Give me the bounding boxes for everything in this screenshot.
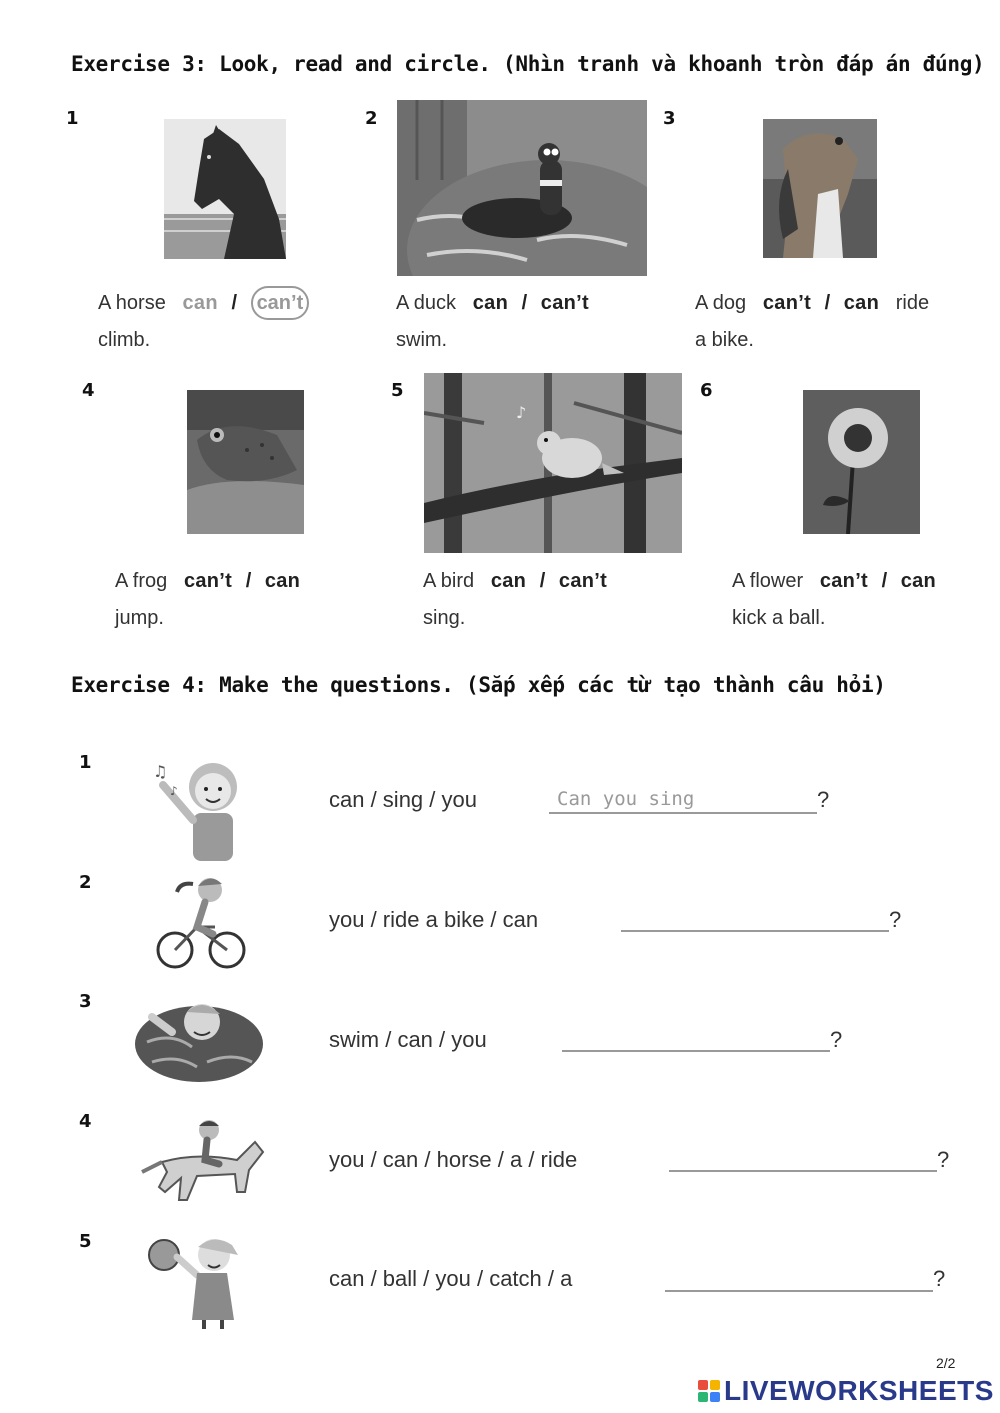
word-prompt: you / ride a bike / can: [329, 907, 539, 932]
svg-text:♪: ♪: [170, 784, 178, 798]
option-can[interactable]: can: [472, 292, 509, 314]
cycling-kid-image: [155, 872, 247, 970]
word-prompt: can / ball / you / catch / a: [329, 1266, 573, 1291]
bird-illustration: [424, 373, 682, 553]
answer-input[interactable]: [669, 1146, 937, 1172]
item-number: 1: [66, 108, 79, 129]
question-mark: ?: [830, 1027, 843, 1052]
swimming-kid-image: [132, 992, 266, 1088]
sentence-4: A frog can’t / can jump.: [115, 570, 301, 629]
answer-input[interactable]: [562, 1026, 830, 1052]
answer-input[interactable]: [621, 906, 889, 932]
answer-input[interactable]: Can you sing: [549, 788, 817, 814]
item-number: 3: [663, 108, 676, 129]
question-mark: ?: [937, 1147, 950, 1172]
question-mark: ?: [889, 907, 902, 932]
dog-photo: [763, 119, 877, 258]
svg-text:♪: ♪: [516, 403, 527, 422]
singing-kid-image: [148, 755, 253, 863]
exercise4-title: Exercise 4: Make the questions. (Sắp xếp các từ tạo thành câu hỏi): [71, 673, 886, 697]
liveworksheets-logo[interactable]: [698, 1375, 994, 1407]
option-can[interactable]: can: [182, 292, 218, 314]
word-prompt: can / sing / you: [329, 787, 477, 812]
frog-photo: [187, 390, 304, 534]
item-number: 1: [79, 752, 92, 773]
horse-photo: [164, 119, 286, 259]
option-can[interactable]: can: [264, 570, 301, 592]
word-prompt: swim / can / you: [329, 1027, 487, 1052]
option-cant[interactable]: can’t: [183, 570, 233, 592]
duck-illustration: [397, 100, 647, 276]
sentence-5: A bird can / can’t sing.: [423, 570, 608, 629]
logo-icon: [698, 1380, 720, 1402]
exercise3-title: Exercise 3: Look, read and circle. (Nhìn tranh và khoanh tròn đáp án đúng): [71, 52, 985, 76]
option-cant[interactable]: can’t: [558, 570, 608, 592]
item-number: 4: [79, 1111, 92, 1132]
question-mark: ?: [933, 1266, 946, 1291]
item-number: 2: [79, 872, 92, 893]
logo-text: LIVEWORKSHEETS: [724, 1375, 994, 1406]
sentence-1: A horse can / can’t climb.: [98, 285, 309, 359]
option-can[interactable]: can: [490, 570, 527, 592]
sunflower-photo: [803, 390, 920, 534]
answer-input[interactable]: [665, 1266, 933, 1292]
sentence-6: A flower can’t / can kick a ball.: [732, 570, 937, 629]
item-number: 5: [391, 380, 404, 401]
option-can[interactable]: can: [900, 570, 937, 592]
option-cant[interactable]: can’t: [762, 292, 812, 314]
option-cant[interactable]: can’t: [540, 292, 589, 314]
option-cant-circled[interactable]: can’t: [251, 286, 310, 320]
item-number: 4: [82, 380, 95, 401]
question-mark: ?: [817, 787, 830, 812]
ball-catching-kid-image: [142, 1225, 252, 1330]
horse-riding-kid-image: [137, 1112, 267, 1207]
word-prompt: you / can / horse / a / ride: [329, 1147, 578, 1172]
sentence-2: A duck can / can’t swim.: [396, 292, 589, 351]
page-number: 2/2: [936, 1355, 956, 1371]
svg-text:♫: ♫: [153, 762, 168, 781]
item-number: 6: [700, 380, 713, 401]
item-number: 3: [79, 991, 92, 1012]
sentence-3: A dog can’t / can ride a bike.: [695, 292, 930, 351]
option-cant[interactable]: can’t: [819, 570, 869, 592]
item-number: 2: [365, 108, 378, 129]
option-can[interactable]: can: [843, 292, 880, 314]
item-number: 5: [79, 1231, 92, 1252]
